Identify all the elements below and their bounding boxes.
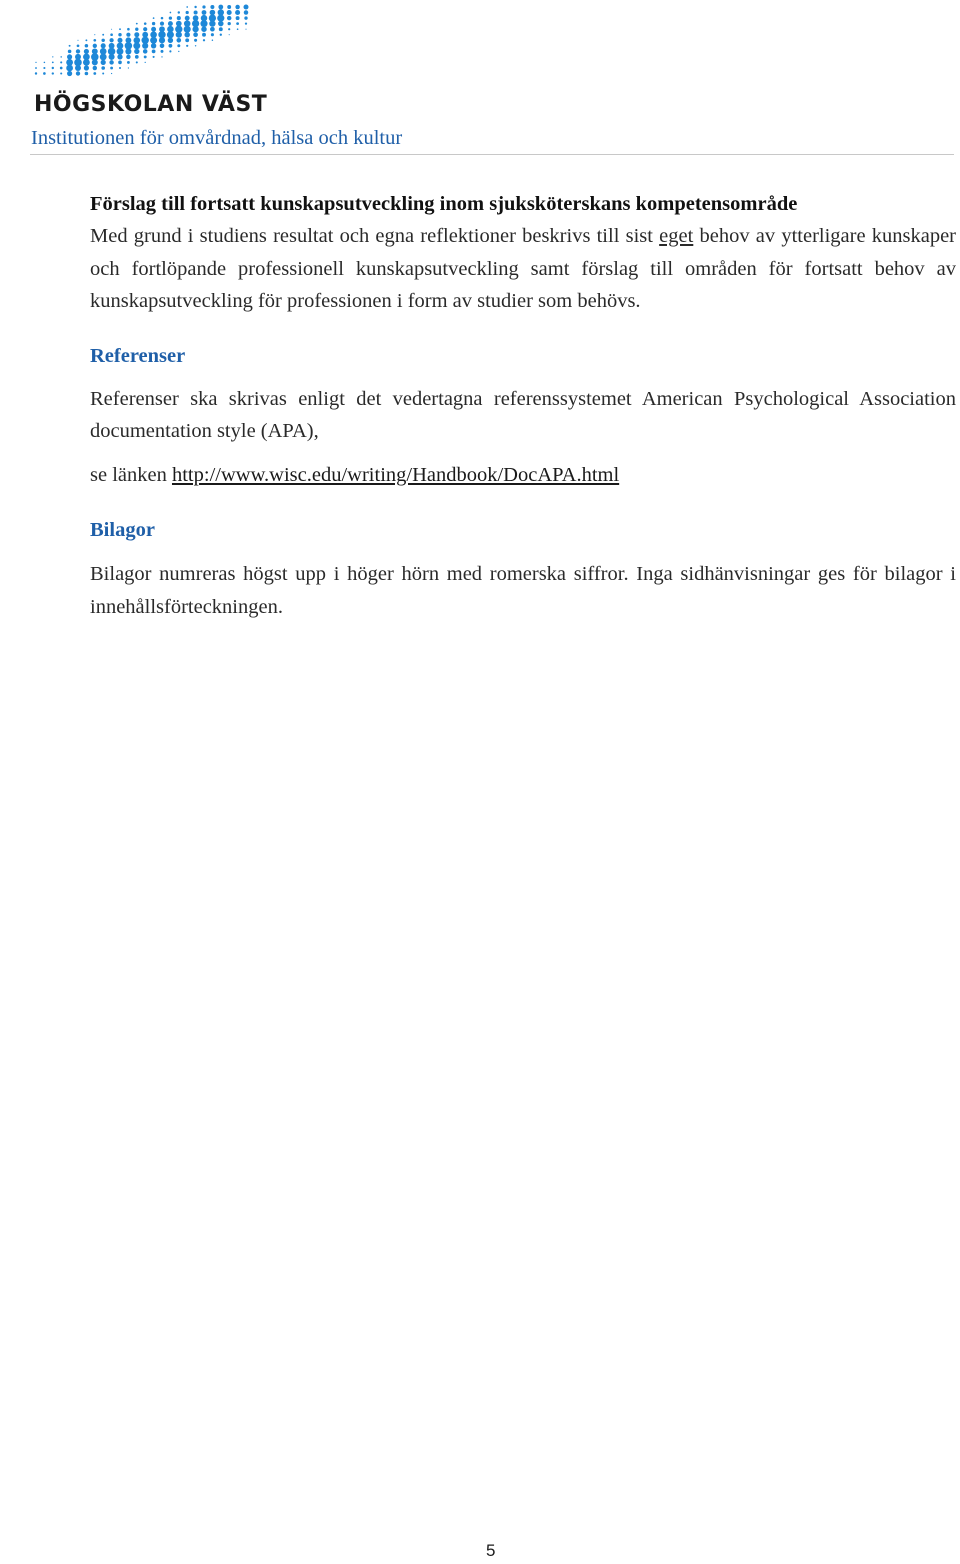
logo-dot — [210, 10, 216, 16]
logo-dot — [94, 34, 95, 35]
logo-dot — [153, 17, 155, 19]
logo-dot — [134, 49, 139, 54]
logo-dot — [195, 45, 196, 46]
logo-dot — [177, 16, 181, 20]
logo-dot — [202, 5, 205, 8]
logo-dot — [193, 32, 198, 37]
logo-dot — [68, 50, 72, 54]
logo-wordmark: HÖGSKOLAN VÄST — [34, 92, 268, 117]
logo-dot — [167, 31, 174, 38]
logo-dot — [186, 6, 188, 8]
paragraph-text-end: behov av ytterligare kunskaper och fortlöpande professionell kunskapsutveckling samt förslag till områden för fortsatt behov av kunskapsutveckling för professionen i form av studier som behövs. — [90, 225, 957, 312]
logo-dot — [52, 61, 54, 63]
logo-dot — [184, 26, 191, 33]
logo-dot — [151, 27, 156, 32]
logo-dot — [194, 10, 198, 14]
paragraph-bilagor: Bilagor numreras högst upp i höger hörn med romerska siffror. Inga sidhänvisningar ges för bilagor i innehållsförteckningen. — [90, 563, 956, 618]
logo-dot — [76, 49, 80, 53]
logo-dot — [52, 56, 53, 57]
logo-dot — [135, 55, 139, 59]
logo-dot — [235, 5, 239, 9]
logo-dot — [186, 11, 189, 14]
logo-dot — [200, 20, 207, 27]
logo-dot — [176, 32, 182, 38]
logo-dot — [211, 33, 214, 36]
logo-dot — [134, 32, 139, 37]
section-title-kunskapsutveckling: Förslag till fortsatt kunskapsutveckling inom sjuksköterskans kompetensområde — [90, 193, 798, 215]
logo-dot — [244, 10, 249, 15]
logo-dot — [178, 51, 179, 52]
logo-dot — [142, 43, 148, 49]
logo-dot — [60, 61, 62, 63]
logo-dot — [161, 17, 164, 20]
logo-dot — [218, 5, 223, 10]
logo-dot — [143, 27, 147, 31]
logo-dot — [110, 33, 113, 36]
logo-dot — [176, 38, 181, 43]
logo-dot — [144, 22, 147, 25]
logo-dot — [126, 33, 130, 37]
logo-dot — [202, 10, 207, 15]
logo-dot — [110, 67, 113, 70]
logo-dot — [236, 16, 240, 20]
logo-dot — [201, 26, 207, 32]
logo-dot — [128, 67, 129, 68]
logo-dot — [210, 5, 214, 9]
section-title-bilagor: Bilagor — [90, 519, 155, 541]
logo-dot — [135, 28, 138, 31]
logo-dot — [92, 59, 98, 65]
document-body — [90, 188, 956, 623]
logo-dot — [220, 34, 222, 36]
logo-dot — [229, 34, 230, 35]
logo-dot — [67, 71, 72, 76]
logo-dot — [202, 33, 206, 37]
logo-dot — [102, 34, 104, 36]
logo-dot — [178, 11, 180, 13]
logo-dot — [69, 45, 71, 47]
logo-dot — [35, 72, 37, 74]
logo-dot — [228, 28, 230, 30]
logo-dot — [150, 37, 157, 44]
paragraph-text-start: Med grund i studiens resultat och egna reflektioner beskrivs till sist — [90, 225, 660, 247]
link-line — [90, 459, 956, 492]
logo-dot — [111, 73, 112, 74]
logo-dot — [111, 29, 112, 30]
logo-dot — [109, 60, 113, 64]
logo-dot — [192, 26, 198, 32]
logo-dot — [244, 16, 247, 19]
logo-dot — [85, 39, 87, 41]
logo-dot — [75, 65, 81, 71]
logo-dot — [161, 56, 162, 57]
logo-dot — [144, 55, 147, 58]
logo-dot — [245, 22, 247, 24]
logo-dot — [84, 49, 89, 54]
logo-dot — [236, 22, 239, 25]
logo-dot — [152, 22, 155, 25]
logo-dot — [83, 59, 90, 66]
logo-dot — [85, 44, 89, 48]
underlined-word: eget — [659, 225, 694, 247]
link-prefix: se länken — [90, 463, 172, 486]
logo-dot — [243, 4, 248, 9]
logo-dot — [218, 21, 224, 27]
logo-dot — [101, 39, 104, 42]
logo-dot — [125, 48, 131, 54]
logo-dot — [43, 72, 46, 75]
logo-dot — [169, 44, 173, 48]
logo-dot — [60, 72, 62, 74]
section-title-referenser: Referenser — [90, 344, 186, 367]
logo-dot — [217, 15, 224, 22]
logo-dot — [143, 49, 148, 54]
logo-dot — [76, 71, 80, 75]
logo-dot — [109, 38, 113, 42]
logo-dot — [101, 43, 106, 48]
logo-dot — [136, 23, 138, 25]
logo-dot — [117, 54, 122, 59]
logo-dot — [185, 16, 190, 21]
logo-dot — [203, 39, 205, 41]
logo-dot — [185, 38, 189, 42]
logo-dot — [43, 67, 45, 69]
logo-dot — [153, 56, 155, 58]
logo-dot — [210, 27, 215, 32]
logo-dot — [118, 33, 121, 36]
logo-dot — [237, 28, 239, 30]
logo-dot — [209, 20, 215, 26]
logo-dot — [119, 67, 121, 69]
logo-dot — [212, 40, 213, 41]
logo-dot — [60, 67, 63, 70]
logo-dot — [136, 61, 138, 63]
logo-dot — [177, 44, 180, 47]
institution-name: Institutionen för omvårdnad, hälsa och kultur — [31, 127, 403, 149]
page-number: 5 — [486, 1541, 496, 1560]
logo-dot — [168, 38, 173, 43]
logo-dot — [161, 50, 164, 53]
header-divider — [30, 154, 954, 155]
logo-dot — [101, 66, 105, 70]
logo-dot — [52, 67, 54, 69]
logo-dot — [170, 12, 172, 14]
logo-dot — [52, 72, 54, 74]
logo-dot — [60, 56, 62, 58]
logo-dot — [235, 10, 240, 15]
logo-dot — [169, 50, 171, 52]
logo-dot — [184, 32, 189, 37]
logo-dot — [227, 10, 232, 15]
logo-dot — [126, 55, 130, 60]
logo-dot — [194, 6, 196, 8]
logo-dot — [133, 42, 140, 49]
logo-dot — [66, 65, 73, 72]
logo-dot — [100, 53, 107, 60]
logo-dot — [85, 72, 89, 76]
logo-dot — [84, 65, 89, 70]
logo-dot — [102, 73, 104, 75]
logo-dot — [109, 54, 115, 60]
logo-dot — [77, 44, 80, 47]
logo-dot — [219, 27, 223, 31]
logo-dot — [93, 66, 97, 70]
paragraph-kunskapsutveckling — [90, 220, 956, 318]
logo-dot — [117, 48, 124, 55]
logo-dot — [93, 44, 97, 48]
logo-dot — [44, 62, 46, 64]
logo-dot — [127, 61, 130, 64]
logo-dot — [227, 16, 231, 20]
logo-dot — [227, 5, 231, 9]
logo-dot — [168, 21, 173, 26]
logo-dot — [93, 39, 96, 42]
logo-dot — [117, 38, 122, 43]
logo-dot — [77, 40, 78, 41]
logo-dot — [118, 61, 122, 65]
logo-dot — [186, 45, 188, 47]
logo-dot — [101, 60, 106, 65]
logo-dot — [93, 72, 96, 75]
logo-dot — [127, 28, 130, 31]
logo-dot — [119, 28, 121, 30]
logo-dot — [159, 37, 165, 43]
logo-dot — [169, 16, 172, 19]
logo-dot — [35, 67, 37, 69]
logo-dot — [67, 54, 72, 59]
logo-dot — [245, 29, 246, 30]
logo-dot — [145, 62, 146, 63]
logo-dot — [152, 50, 156, 54]
logo-dot — [151, 43, 156, 48]
logo-dot — [160, 22, 164, 26]
logo-dot — [228, 22, 231, 25]
logo-dot — [35, 62, 36, 63]
logo-dot — [160, 44, 165, 49]
apa-handbook-link[interactable]: http://www.wisc.edu/writing/Handbook/DocAPA.html — [171, 463, 620, 486]
paragraph-referenser: Referenser ska skrivas enligt det vedertagna referenssystemet American Psychological Association documentation style (APA), — [90, 387, 956, 442]
logo-dot — [194, 39, 197, 42]
